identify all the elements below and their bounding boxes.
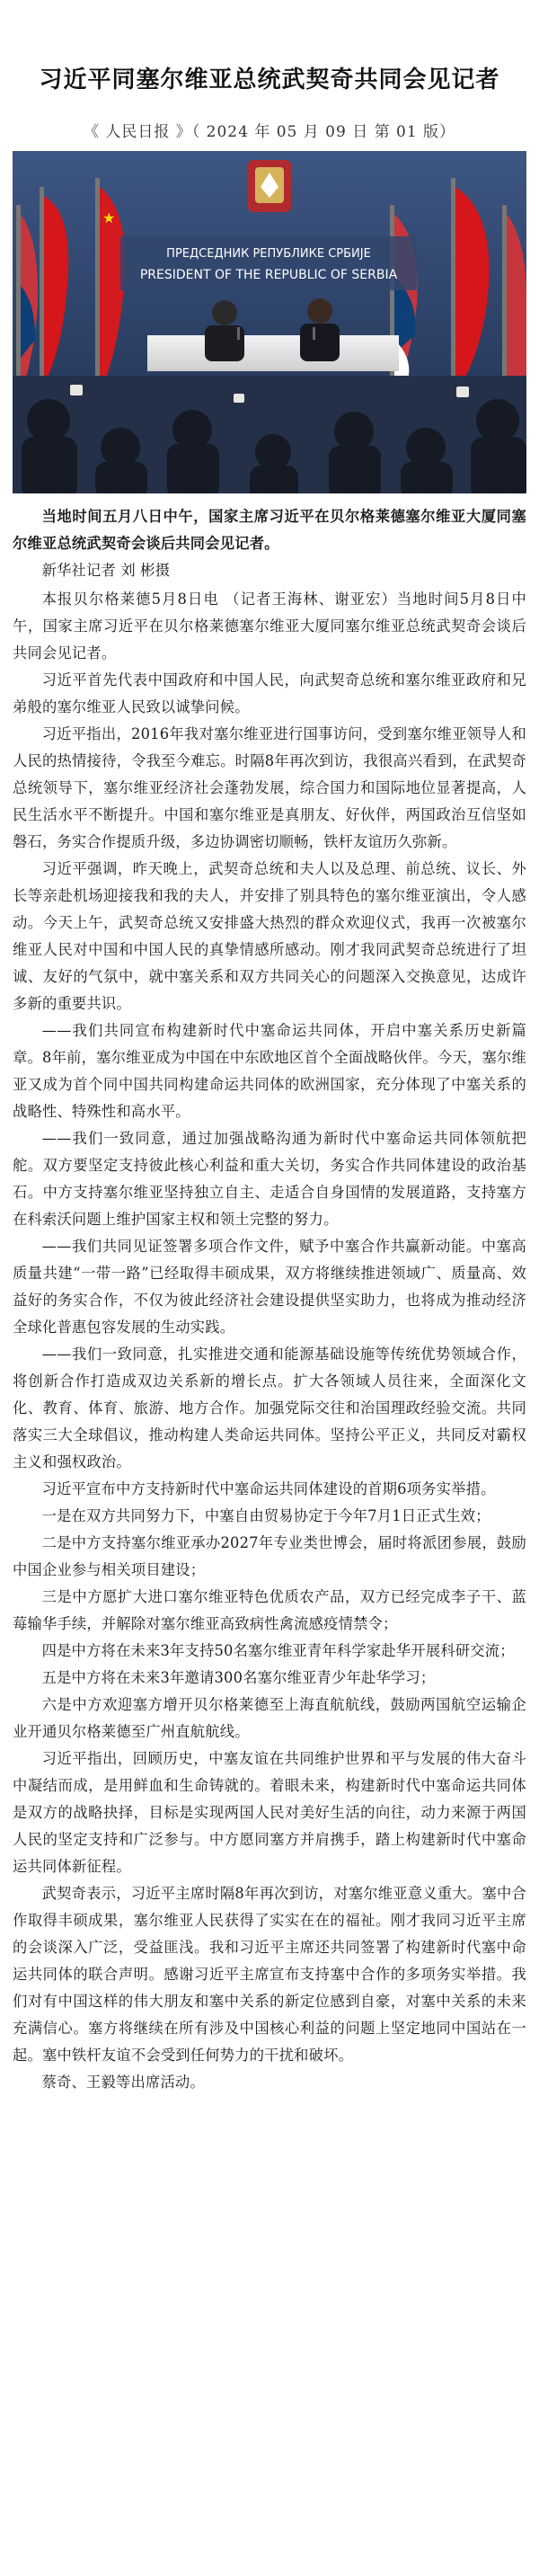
- paragraph: 六是中方欢迎塞方增开贝尔格莱德至上海直航航线，鼓励两国航空运输企业开通贝尔格莱德至广州直航航线。: [13, 1696, 526, 1740]
- paragraph: 一是在双方共同努力下，中塞自由贸易协定于今年7月1日正式生效；: [41, 1507, 490, 1524]
- paragraph: 蔡奇、王毅等出席活动。: [41, 2074, 205, 2091]
- paragraph: 习近平指出，2016年我对塞尔维亚进行国事访问，受到塞尔维亚领导人和人民的热情接待，令我至今难忘。时隔8年再次到访，我很高兴看到，在武契奇总统领导下，塞尔维亚经济社会蓬勃发展，综合国力和国际地位显著提高，人民生活水平不断提升。中国和塞尔维亚是真朋友、好伙伴，两国政治互信坚如磐石，务实合作提质升级，多边协调密切顺畅，铁杆友谊历久弥新。: [13, 725, 526, 850]
- paragraph: ——我们一致同意，扎实推进交通和能源基础设施等传统优势领域合作，将创新合作打造成双边关系新的增长点。扩大各领域人员往来，全面深化文化、教育、体育、旅游、地方合作。加强党际交往和治国理政经验交流。共同落实三大全球倡议，推动构建人类命运共同体。坚持公平正义，共同反对霸权主义和强权政治。: [13, 1346, 526, 1470]
- paragraph: 习近平指出，回顾历史，中塞友谊在共同维护世界和平与发展的伟大奋斗中凝结而成，是用鲜血和生命铸就的。着眼未来，构建新时代中塞命运共同体是双方的战略抉择，目标是实现两国人民对美好生活的向往，动力来源于两国人民的坚定支持和广泛参与。中方愿同塞方并肩携手，踏上构建新时代中塞命运共同体新征程。: [13, 1750, 526, 1875]
- paragraph: 本报贝尔格莱德5月8日电 （记者王海林、谢亚宏）当地时间5月8日中午，国家主席习近平在贝尔格莱德塞尔维亚大厦同塞尔维亚总统武契奇会谈后共同会见记者。: [13, 591, 526, 662]
- paragraph: 习近平强调，昨天晚上，武契奇总统和夫人以及总理、前总统、议长、外长等亲赴机场迎接我和我的夫人，并安排了别具特色的塞尔维亚演出，令人感动。今天上午，武契奇总统又安排盛大热烈的群众欢迎仪式，我再一次被塞尔维亚人民对中国和中国人民的真挚情感所感动。刚才我同武契奇总统进行了坦诚、友好的气氛中，就中塞关系和双方共同关心的问题深入交换意见，达成许多新的重要共识。: [13, 860, 526, 1012]
- photo-banner-line1: ПРЕДСЕДНИК РЕПУБЛИКЕ СРБИЈЕ: [166, 247, 371, 261]
- paragraph: 三是中方愿扩大进口塞尔维亚特色优质农产品，双方已经完成李子干、蓝莓输华手续，并解除对塞尔维亚高致病性禽流感疫情禁令；: [13, 1588, 526, 1632]
- serbian-coat-of-arms-icon: [248, 160, 291, 212]
- svg-text:★: ★: [102, 209, 116, 227]
- photo-caption: 当地时间五月八日中午，国家主席习近平在贝尔格莱德塞尔维亚大厦同塞尔维亚总统武契奇会谈后共同会见记者。: [13, 508, 526, 552]
- article-title: 习近平同塞尔维亚总统武契奇共同会见记者: [39, 67, 500, 93]
- photo-banner-line2: PRESIDENT OF THE REPUBLIC OF SERBIA: [139, 268, 398, 282]
- photo-credit: 新华社记者 刘 彬摄: [41, 562, 171, 579]
- paragraph: 武契奇表示，习近平主席时隔8年再次到访，对塞尔维亚意义重大。塞中合作取得丰硕成果，塞尔维亚人民获得了实实在在的福祉。刚才我同习近平主席的会谈深入广泛，受益匪浅。我和习近平主席还共同签署了构建新时代塞中命运共同体的联合声明。感谢习近平主席宣布支持塞中合作的多项务实举措。我们对有中国这样的伟大朋友和塞中关系的新定位感到自豪，对塞中关系的未来充满信心。塞方将继续在所有涉及中国核心利益的问题上坚定地同中国站在一起。塞中铁杆友谊不会受到任何势力的干扰和破坏。: [13, 1885, 526, 2064]
- paragraph: 二是中方支持塞尔维亚承办2027年专业类世博会，届时将派团参展，鼓励中国企业参与相关项目建设；: [13, 1534, 526, 1578]
- news-photo: [13, 151, 526, 493]
- paragraph: 习近平宣布中方支持新时代中塞命运共同体建设的首期6项务实举措。: [41, 1480, 496, 1497]
- paragraph: ——我们一致同意，通过加强战略沟通为新时代中塞命运共同体领航把舵。双方要坚定支持彼此核心利益和重大关切，务实合作共同体建设的政治基石。中方支持塞尔维亚坚持独立自主、走适合自身国情的发展道路，支持塞方在科索沃问题上维护国家主权和领土完整的努力。: [13, 1130, 526, 1228]
- article-body: [13, 503, 526, 2096]
- paragraph: 五是中方将在未来3年邀请300名塞尔维亚青少年赴华学习；: [41, 1669, 436, 1686]
- paragraph: ——我们共同见证签署多项合作文件，赋予中塞合作共赢新动能。中塞高质量共建“一带一路”已经取得丰硕成果，双方将继续推进领域广、质量高、效益好的务实合作，不仅为彼此经济社会建设提供坚实助力，也将成为推动经济全球化普惠包容发展的生动实践。: [13, 1238, 526, 1336]
- paragraph: ——我们共同宣布构建新时代中塞命运共同体，开启中塞关系历史新篇章。8年前，塞尔维亚成为中国在中东欧地区首个全面战略伙伴。今天，塞尔维亚又成为首个同中国共同构建命运共同体的欧洲国家，充分体现了中塞关系的战略性、特殊性和高水平。: [13, 1022, 526, 1120]
- source-line: 《 人民日报 》（ 2024 年 05 月 09 日 第 01 版）: [83, 123, 456, 141]
- paragraph: 习近平首先代表中国政府和中国人民，向武契奇总统和塞尔维亚政府和兄弟般的塞尔维亚人民致以诚挚问候。: [13, 671, 526, 715]
- paragraph: 四是中方将在未来3年支持50名塞尔维亚青年科学家赴华开展科研交流；: [41, 1642, 515, 1659]
